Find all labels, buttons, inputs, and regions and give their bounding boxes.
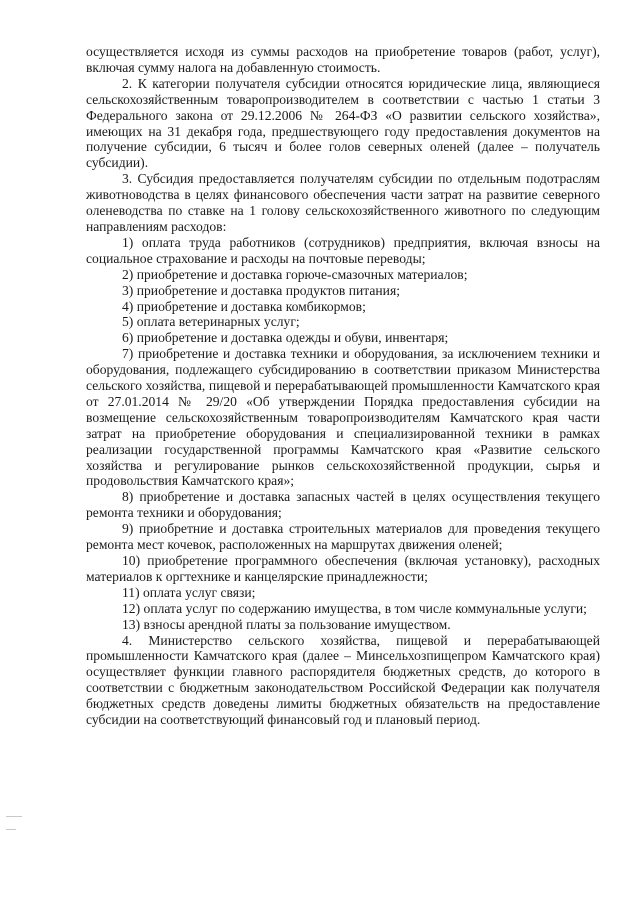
list-item-13: 13) взносы арендной платы за пользование имуществом. (122, 616, 451, 632)
list-item-11: 11) оплата услуг связи; (122, 584, 256, 600)
scan-edge-mark (6, 816, 22, 817)
paragraph-item-4-ministry: 4. Министерство сельского хозяйства, пищевой и перерабатывающей промышленности Камчатского края (далее – Минсельхозпищепром Камчатского края) осуществляет функции главного распорядителя бюджетных средств, до которого в соответствии с бюджетным законодательством Российской Федерации как получателя бюджетных средств доведены лимиты бюджетных обязательств на предоставление субсидии на соответствующий финансовый год и плановый период. (86, 632, 600, 728)
list-item-3: 3) приобретение и доставка продуктов питания; (122, 282, 400, 298)
list-item-6: 6) приобретение и доставка одежды и обуви, инвентаря; (122, 330, 449, 346)
paragraph-item-2-recipients: 2. К категории получателя субсидии относятся юридические лица, являющиеся сельскохозяйственным товаропроизводителем в соответствии с частью 1 статьи 3 Федерального закона от 29.12.2006 № 264-ФЗ «О развитии сельского хозяйства», имеющих на 31 декабря года, предшествующего году предоставления документов на получение субсидии, 6 тысяч и более голов северных оленей (далее – получатель субсидии). (86, 75, 600, 171)
list-item-12: 12) оплата услуг по содержанию имущества, в том числе коммунальные услуги; (122, 600, 587, 616)
list-item-9: 9) приобретние и доставка строительных материалов для проведения текущего ремонта мест кочевок, расположенных на маршрутах движения оленей; (86, 521, 600, 553)
document-page (86, 44, 600, 728)
paragraph-item-3-subsidy: 3. Субсидия предоставляется получателям субсидии по отдельным подотраслям животноводства в целях финансового обеспечения части затрат на развитие северного оленеводства по ставке на 1 голову сельскохозяйственного животного по следующим направлениям расходов: (86, 171, 600, 234)
scan-edge-mark (6, 829, 16, 830)
list-item-4: 4) приобретение и доставка комбикормов; (122, 298, 366, 314)
list-item-1: 1) оплата труда работников (сотрудников) предприятия, включая взносы на социальное страхование и расходы на почтовые переводы; (86, 234, 600, 266)
list-item-2: 2) приобретение и доставка горюче-смазочных материалов; (122, 266, 468, 282)
list-item-10: 10) приобретение программного обеспечения (включая установку), расходных материалов к оргтехнике и канцелярские принадлежности; (86, 553, 600, 584)
list-item-5: 5) оплата ветеринарных услуг; (122, 314, 300, 330)
list-item-8: 8) приобретение и доставка запасных частей в целях осуществления текущего ремонта техники и оборудования; (86, 489, 600, 521)
paragraph-continuation: осуществляется исходя из суммы расходов на приобретение товаров (работ, услуг), включая сумму налога на добавленную стоимость. (86, 44, 600, 75)
list-item-7: 7) приобретение и доставка техники и оборудования, за исключением техники и оборудования, подлежащего субсидированию в соответствии приказом Министерства сельского хозяйства, пищевой и перерабатывающей промышленности Камчатского края от 27.01.2014 № 29/20 «Об утверждении Порядка предоставления субсидии на возмещение сельскохозяйственным товаропроизводителям Камчатского края части затрат на приобретение оборудования и специализированной техники в рамках реализации государственной программы Камчатского края «Развитие сельского хозяйства и регулирование рынков сельскохозяйственной продукции, сырья и продовольствия Камчатского края»; (86, 346, 600, 489)
